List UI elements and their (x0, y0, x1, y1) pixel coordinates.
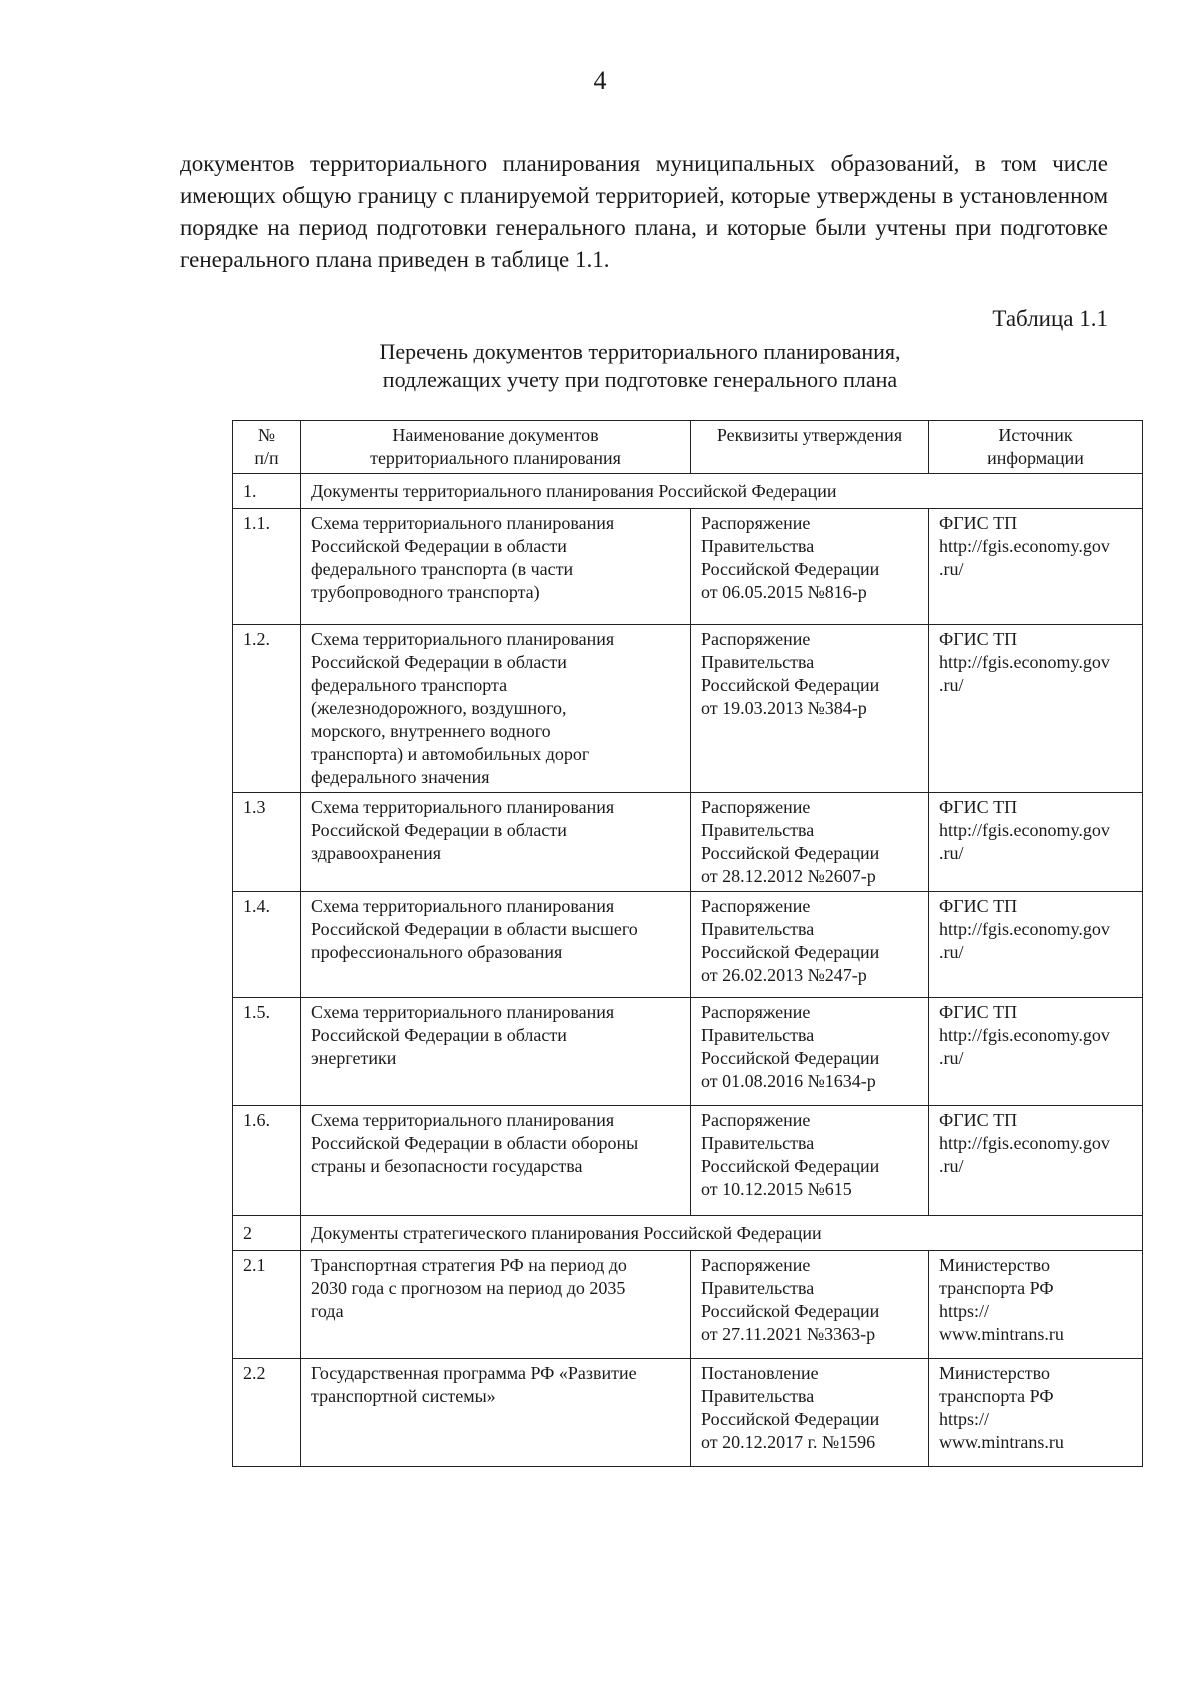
document-name-cell (301, 1251, 691, 1359)
requisites-line: Постановление (701, 1363, 819, 1383)
table-row (233, 625, 1143, 793)
document-name-line: энергетики (311, 1048, 397, 1068)
source-line: ФГИС ТП (939, 1002, 1018, 1022)
header-text: Наименование документов (392, 425, 599, 445)
row-number: 2.2 (233, 1359, 301, 1467)
source-cell (929, 509, 1143, 625)
requisites-cell (691, 1359, 929, 1467)
header-text: Реквизиты утверждения (716, 425, 903, 445)
table-row (233, 998, 1143, 1106)
source-line: .ru/ (939, 675, 964, 695)
source-line: .ru/ (939, 559, 964, 579)
requisites-line: от 10.12.2015 №615 (701, 1179, 852, 1199)
source-cell (929, 1106, 1143, 1216)
source-cell (929, 793, 1143, 892)
requisites-line: Правительства (701, 919, 815, 939)
section-number: 1. (233, 474, 301, 509)
requisites-line: Российской Федерации (701, 1156, 880, 1176)
document-name-line: транспорта) и автомобильных дорог (311, 744, 590, 764)
table-row (233, 892, 1143, 998)
header-text: Источник (998, 425, 1073, 445)
table-row (233, 793, 1143, 892)
requisites-line: Правительства (701, 1025, 815, 1045)
requisites-line: Распоряжение (701, 1255, 811, 1275)
document-name-line: федерального транспорта (311, 675, 508, 695)
requisites-line: Распоряжение (701, 629, 811, 649)
documents-table (232, 420, 1143, 1467)
table-header-row (233, 421, 1143, 474)
document-name-line: морского, внутреннего водного (311, 721, 551, 741)
document-name-line: профессионального образования (311, 942, 563, 962)
document-name-line: года (311, 1301, 344, 1321)
table-row (233, 1251, 1143, 1359)
header-text: п/п (254, 448, 279, 468)
source-line: http://fgis.economy.gov (939, 1133, 1110, 1153)
document-name-cell (301, 509, 691, 625)
requisites-cell (691, 892, 929, 998)
document-name-cell (301, 793, 691, 892)
document-name-line: Российской Федерации в области (311, 652, 567, 672)
table-caption-line: Перечень документов территориального планирования, (379, 339, 901, 364)
header-text: территориального планирования (370, 448, 621, 468)
source-line: http://fgis.economy.gov (939, 919, 1110, 939)
header-text: информации (987, 448, 1084, 468)
requisites-line: Российской Федерации (701, 675, 880, 695)
document-name-cell (301, 998, 691, 1106)
source-line: Министерство (939, 1363, 1050, 1383)
source-line: .ru/ (939, 942, 964, 962)
source-line: https:// (939, 1301, 990, 1321)
document-name-line: Транспортная стратегия РФ на период до (311, 1255, 627, 1275)
document-name-cell (301, 1359, 691, 1467)
requisites-line: Российской Федерации (701, 843, 880, 863)
source-line: http://fgis.economy.gov (939, 536, 1110, 556)
requisites-line: Российской Федерации (701, 1301, 880, 1321)
section-title: Документы территориального планирования Российской Федерации (301, 474, 1143, 509)
requisites-line: Распоряжение (701, 1002, 811, 1022)
requisites-line: от 01.08.2016 №1634-р (701, 1071, 876, 1091)
source-line: .ru/ (939, 843, 964, 863)
document-name-line: Схема территориального планирования (311, 629, 615, 649)
row-number: 1.2. (233, 625, 301, 793)
source-line: https:// (939, 1409, 990, 1429)
document-name-line: Государственная программа РФ «Развитие (311, 1363, 637, 1383)
requisites-line: Правительства (701, 1133, 815, 1153)
document-name-line: Схема территориального планирования (311, 513, 615, 533)
table-label: Таблица 1.1 (992, 306, 1108, 331)
requisites-line: Российской Федерации (701, 1048, 880, 1068)
document-name-cell (301, 1106, 691, 1216)
header-name (301, 421, 691, 474)
requisites-cell (691, 793, 929, 892)
document-name-line: Российской Федерации в области (311, 820, 567, 840)
table-row (233, 509, 1143, 625)
header-source (929, 421, 1143, 474)
requisites-line: от 27.11.2021 №3363-р (701, 1324, 876, 1344)
section-row (233, 474, 1143, 509)
document-name-line: Российской Федерации в области (311, 1025, 567, 1045)
source-line: http://fgis.economy.gov (939, 652, 1110, 672)
header-requisites (691, 421, 929, 474)
document-name-line: Российской Федерации в области высшего (311, 919, 638, 939)
requisites-line: Распоряжение (701, 797, 811, 817)
requisites-cell (691, 625, 929, 793)
requisites-cell (691, 1106, 929, 1216)
source-cell (929, 892, 1143, 998)
document-name-cell (301, 625, 691, 793)
header-num (233, 421, 301, 474)
source-cell (929, 1359, 1143, 1467)
requisites-cell (691, 1251, 929, 1359)
table-body (233, 474, 1143, 1467)
document-name-line: федерального значения (311, 767, 490, 787)
requisites-line: Российской Федерации (701, 1409, 880, 1429)
requisites-cell (691, 998, 929, 1106)
source-line: .ru/ (939, 1048, 964, 1068)
source-line: http://fgis.economy.gov (939, 1025, 1110, 1045)
row-number: 1.3 (233, 793, 301, 892)
requisites-line: Российской Федерации (701, 559, 880, 579)
requisites-line: Правительства (701, 652, 815, 672)
page-number: 4 (593, 66, 607, 95)
section-title: Документы стратегического планирования Российской Федерации (301, 1216, 1143, 1251)
document-name-line: транспортной системы» (311, 1386, 496, 1406)
table-caption-line: подлежащих учету при подготовке генерального плана (382, 367, 898, 392)
requisites-line: Правительства (701, 820, 815, 840)
requisites-line: от 06.05.2015 №816-р (701, 582, 867, 602)
source-line: http://fgis.economy.gov (939, 820, 1110, 840)
requisites-line: от 20.12.2017 г. №1596 (701, 1432, 876, 1452)
requisites-line: Российской Федерации (701, 942, 880, 962)
source-line: ФГИС ТП (939, 629, 1018, 649)
section-number: 2 (233, 1216, 301, 1251)
source-line: транспорта РФ (939, 1386, 1054, 1406)
source-cell (929, 998, 1143, 1106)
row-number: 1.5. (233, 998, 301, 1106)
document-name-cell (301, 892, 691, 998)
source-line: ФГИС ТП (939, 1110, 1018, 1130)
requisites-cell (691, 509, 929, 625)
requisites-line: от 26.02.2013 №247-р (701, 965, 867, 985)
intro-paragraph: документов территориального планирования муниципальных образований, в том числе имеющих общую границу с планируемой территорией, которые утверждены в установленном порядке на период подготовки генерального плана, и которые были учтены при подготовке генерального плана приведен в таблице 1.1. (180, 151, 1108, 272)
source-line: .ru/ (939, 1156, 964, 1176)
document-name-line: Схема территориального планирования (311, 797, 615, 817)
document-name-line: Схема территориального планирования (311, 1110, 615, 1130)
source-line: транспорта РФ (939, 1278, 1054, 1298)
header-text: № (257, 425, 276, 445)
document-name-line: трубопроводного транспорта) (311, 582, 540, 602)
row-number: 1.1. (233, 509, 301, 625)
requisites-line: Распоряжение (701, 513, 811, 533)
document-name-line: Российской Федерации в области (311, 536, 567, 556)
document-name-line: 2030 года с прогнозом на период до 2035 (311, 1278, 626, 1298)
source-line: Министерство (939, 1255, 1050, 1275)
document-name-line: (железнодорожного, воздушного, (311, 698, 567, 718)
row-number: 1.4. (233, 892, 301, 998)
table-caption (300, 338, 980, 394)
requisites-line: от 19.03.2013 №384-р (701, 698, 867, 718)
source-line: ФГИС ТП (939, 896, 1018, 916)
source-cell (929, 625, 1143, 793)
requisites-line: от 28.12.2012 №2607-р (701, 866, 876, 886)
requisites-line: Правительства (701, 1278, 815, 1298)
table-row (233, 1106, 1143, 1216)
source-cell (929, 1251, 1143, 1359)
requisites-line: Правительства (701, 536, 815, 556)
document-name-line: Схема территориального планирования (311, 896, 615, 916)
source-line: www.mintrans.ru (939, 1324, 1064, 1344)
source-line: www.mintrans.ru (939, 1432, 1064, 1452)
document-name-line: Схема территориального планирования (311, 1002, 615, 1022)
document-name-line: здравоохранения (311, 843, 442, 863)
row-number: 1.6. (233, 1106, 301, 1216)
section-row (233, 1216, 1143, 1251)
table-row (233, 1359, 1143, 1467)
source-line: ФГИС ТП (939, 513, 1018, 533)
source-line: ФГИС ТП (939, 797, 1018, 817)
requisites-line: Распоряжение (701, 1110, 811, 1130)
document-name-line: страны и безопасности государства (311, 1156, 583, 1176)
requisites-line: Правительства (701, 1386, 815, 1406)
requisites-line: Распоряжение (701, 896, 811, 916)
document-name-line: Российской Федерации в области обороны (311, 1133, 639, 1153)
row-number: 2.1 (233, 1251, 301, 1359)
document-name-line: федерального транспорта (в части (311, 559, 574, 579)
